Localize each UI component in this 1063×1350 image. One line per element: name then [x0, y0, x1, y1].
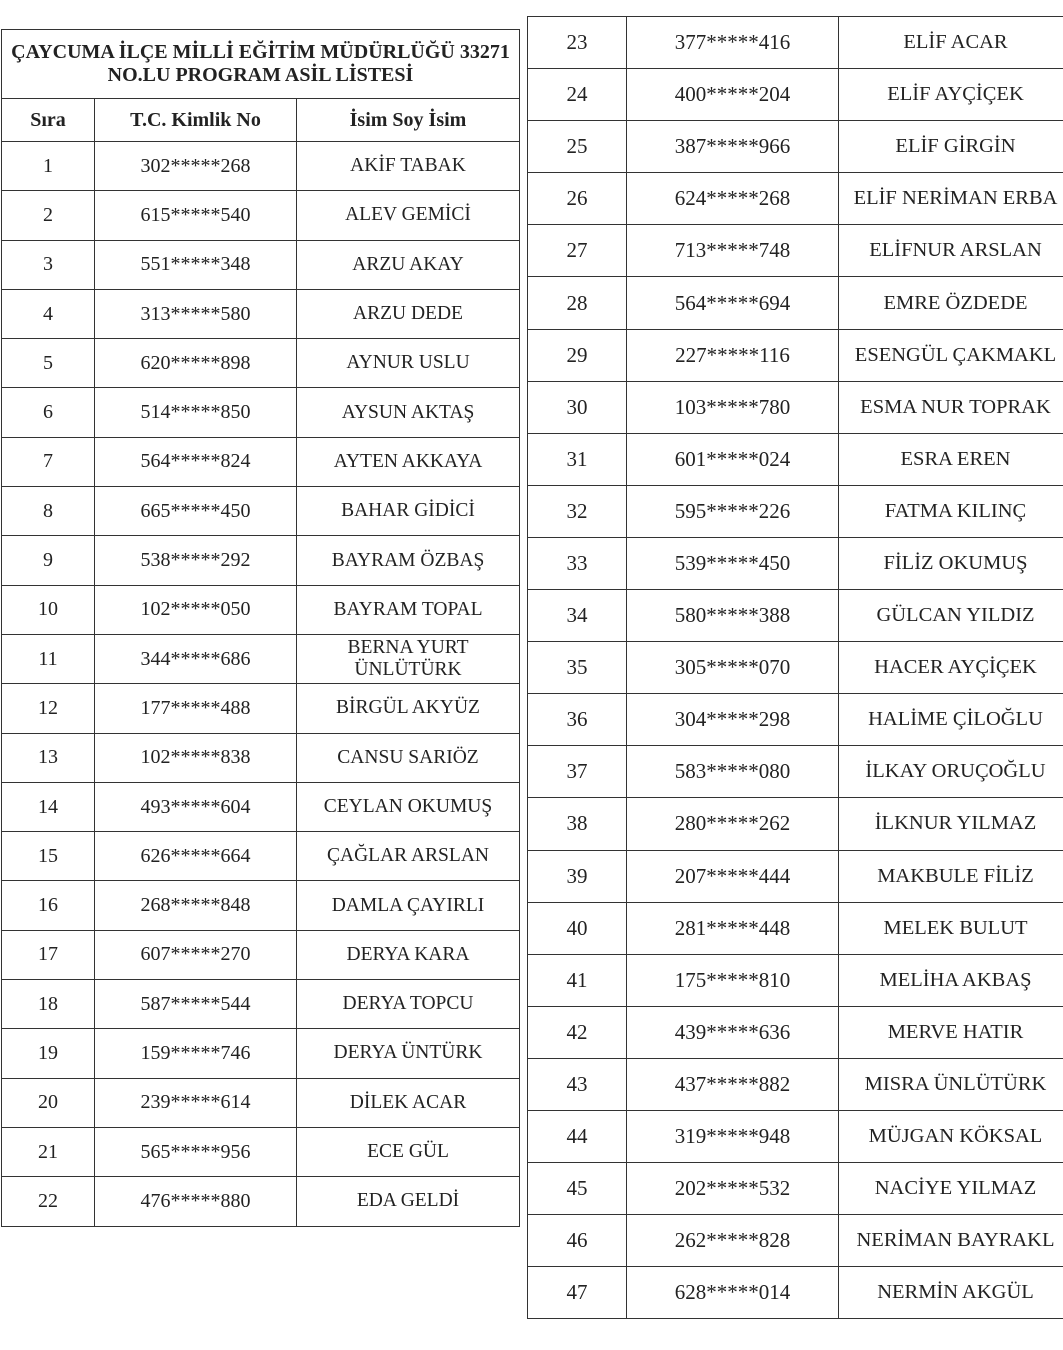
row-number: 39: [528, 850, 627, 902]
tc-kimlik-no: 587*****544: [95, 980, 297, 1029]
row-number: 13: [2, 733, 95, 782]
table-row: [2, 1029, 520, 1078]
tc-kimlik-no: 713*****748: [627, 225, 839, 277]
table-row: [528, 121, 1063, 173]
table-row: [528, 902, 1063, 954]
row-number: 5: [2, 339, 95, 388]
table-row: [2, 536, 520, 585]
name: GÜLCAN YILDIZ: [839, 590, 1063, 642]
row-number: 23: [528, 17, 627, 69]
row-number: 38: [528, 798, 627, 850]
tc-kimlik-no: 538*****292: [95, 536, 297, 585]
table-row: [2, 585, 520, 634]
row-number: 47: [528, 1267, 627, 1319]
row-number: 7: [2, 437, 95, 486]
row-number: 37: [528, 746, 627, 798]
table-row: [528, 954, 1063, 1006]
name: ARZU DEDE: [297, 289, 520, 338]
row-number: 30: [528, 381, 627, 433]
name: ELİF GİRGİN: [839, 121, 1063, 173]
row-number: 32: [528, 485, 627, 537]
name: HALİME ÇİLOĞLU: [839, 694, 1063, 746]
table-row: [528, 17, 1063, 69]
table-row: [528, 1163, 1063, 1215]
row-number: 12: [2, 684, 95, 733]
table-row: [2, 1177, 520, 1226]
table-row: [2, 437, 520, 486]
table-row: [2, 289, 520, 338]
name: CANSU SARIÖZ: [297, 733, 520, 782]
table-row: [528, 329, 1063, 381]
tc-kimlik-no: 564*****694: [627, 277, 839, 329]
header-tc-kimlik-no: T.C. Kimlik No: [95, 99, 297, 142]
table-row: [2, 733, 520, 782]
table-row: [528, 798, 1063, 850]
row-number: 8: [2, 487, 95, 536]
tc-kimlik-no: 239*****614: [95, 1078, 297, 1127]
tc-kimlik-no: 207*****444: [627, 850, 839, 902]
tc-kimlik-no: 377*****416: [627, 17, 839, 69]
row-number: 27: [528, 225, 627, 277]
tc-kimlik-no: 565*****956: [95, 1127, 297, 1176]
name: AYSUN AKTAŞ: [297, 388, 520, 437]
table-row: [528, 746, 1063, 798]
table-row: [2, 1078, 520, 1127]
tc-kimlik-no: 102*****050: [95, 585, 297, 634]
name: FİLİZ OKUMUŞ: [839, 537, 1063, 589]
table-row: [528, 850, 1063, 902]
tc-kimlik-no: 624*****268: [627, 173, 839, 225]
name: EMRE ÖZDEDE: [839, 277, 1063, 329]
row-number: 44: [528, 1110, 627, 1162]
name: BAYRAM TOPAL: [297, 585, 520, 634]
right-list-table: [527, 16, 1063, 1319]
tc-kimlik-no: 620*****898: [95, 339, 297, 388]
table-row: [2, 1127, 520, 1176]
row-number: 42: [528, 1006, 627, 1058]
name: MELEK BULUT: [839, 902, 1063, 954]
row-number: 24: [528, 69, 627, 121]
name: NERİMAN BAYRAKL: [839, 1215, 1063, 1267]
table-row: [2, 634, 520, 683]
name: NACİYE YILMAZ: [839, 1163, 1063, 1215]
left-list-table: [1, 29, 520, 1227]
name: EDA GELDİ: [297, 1177, 520, 1226]
table-row: [528, 69, 1063, 121]
table-row: [2, 388, 520, 437]
row-number: 18: [2, 980, 95, 1029]
name: ECE GÜL: [297, 1127, 520, 1176]
name: BAYRAM ÖZBAŞ: [297, 536, 520, 585]
name: MAKBULE FİLİZ: [839, 850, 1063, 902]
table-row: [2, 684, 520, 733]
name: MÜJGAN KÖKSAL: [839, 1110, 1063, 1162]
name: ESRA EREN: [839, 433, 1063, 485]
tc-kimlik-no: 665*****450: [95, 487, 297, 536]
name: ELİF NERİMAN ERBA: [839, 173, 1063, 225]
tc-kimlik-no: 102*****838: [95, 733, 297, 782]
row-number: 14: [2, 782, 95, 831]
row-number: 19: [2, 1029, 95, 1078]
name: DAMLA ÇAYIRLI: [297, 881, 520, 930]
table-row: [528, 433, 1063, 485]
row-number: 17: [2, 930, 95, 979]
name: MISRA ÜNLÜTÜRK: [839, 1058, 1063, 1110]
table-row: [2, 339, 520, 388]
row-number: 21: [2, 1127, 95, 1176]
row-number: 6: [2, 388, 95, 437]
name: NERMİN AKGÜL: [839, 1267, 1063, 1319]
table-row: [2, 240, 520, 289]
table-row: [528, 1215, 1063, 1267]
table-row: [528, 1058, 1063, 1110]
table-row: [2, 142, 520, 191]
row-number: 1: [2, 142, 95, 191]
name: BİRGÜL AKYÜZ: [297, 684, 520, 733]
tc-kimlik-no: 305*****070: [627, 642, 839, 694]
tc-kimlik-no: 302*****268: [95, 142, 297, 191]
table-row: [528, 173, 1063, 225]
tc-kimlik-no: 400*****204: [627, 69, 839, 121]
tc-kimlik-no: 476*****880: [95, 1177, 297, 1226]
tc-kimlik-no: 319*****948: [627, 1110, 839, 1162]
row-number: 2: [2, 191, 95, 240]
tc-kimlik-no: 551*****348: [95, 240, 297, 289]
tc-kimlik-no: 439*****636: [627, 1006, 839, 1058]
tc-kimlik-no: 262*****828: [627, 1215, 839, 1267]
tc-kimlik-no: 615*****540: [95, 191, 297, 240]
right-table-body: [528, 17, 1063, 1319]
name: BAHAR GİDİCİ: [297, 487, 520, 536]
row-number: 11: [2, 634, 95, 683]
name: ESENGÜL ÇAKMAKL: [839, 329, 1063, 381]
row-number: 25: [528, 121, 627, 173]
row-number: 33: [528, 537, 627, 589]
tc-kimlik-no: 626*****664: [95, 832, 297, 881]
tc-kimlik-no: 280*****262: [627, 798, 839, 850]
tc-kimlik-no: 493*****604: [95, 782, 297, 831]
row-number: 10: [2, 585, 95, 634]
tc-kimlik-no: 177*****488: [95, 684, 297, 733]
name: MERVE HATIR: [839, 1006, 1063, 1058]
name: İLKNUR YILMAZ: [839, 798, 1063, 850]
left-table-body: [2, 142, 520, 1227]
tc-kimlik-no: 202*****532: [627, 1163, 839, 1215]
name: ÇAĞLAR ARSLAN: [297, 832, 520, 881]
row-number: 3: [2, 240, 95, 289]
table-row: [528, 381, 1063, 433]
tc-kimlik-no: 601*****024: [627, 433, 839, 485]
tc-kimlik-no: 564*****824: [95, 437, 297, 486]
table-row: [528, 225, 1063, 277]
tc-kimlik-no: 304*****298: [627, 694, 839, 746]
tc-kimlik-no: 227*****116: [627, 329, 839, 381]
name: DERYA KARA: [297, 930, 520, 979]
name: BERNA YURT ÜNLÜTÜRK: [297, 634, 520, 683]
row-number: 9: [2, 536, 95, 585]
table-row: [528, 1267, 1063, 1319]
row-number: 31: [528, 433, 627, 485]
tc-kimlik-no: 281*****448: [627, 902, 839, 954]
row-number: 45: [528, 1163, 627, 1215]
row-number: 28: [528, 277, 627, 329]
table-row: [528, 485, 1063, 537]
row-number: 40: [528, 902, 627, 954]
row-number: 22: [2, 1177, 95, 1226]
name: AYTEN AKKAYA: [297, 437, 520, 486]
name: ARZU AKAY: [297, 240, 520, 289]
table-row: [528, 1110, 1063, 1162]
table-row: [2, 930, 520, 979]
name: İLKAY ORUÇOĞLU: [839, 746, 1063, 798]
header-isim-soy-isim: İsim Soy İsim: [297, 99, 520, 142]
tc-kimlik-no: 595*****226: [627, 485, 839, 537]
tc-kimlik-no: 628*****014: [627, 1267, 839, 1319]
name: CEYLAN OKUMUŞ: [297, 782, 520, 831]
tc-kimlik-no: 313*****580: [95, 289, 297, 338]
tc-kimlik-no: 607*****270: [95, 930, 297, 979]
table-row: [2, 782, 520, 831]
table-row: [528, 277, 1063, 329]
tc-kimlik-no: 159*****746: [95, 1029, 297, 1078]
row-number: 43: [528, 1058, 627, 1110]
tc-kimlik-no: 103*****780: [627, 381, 839, 433]
row-number: 34: [528, 590, 627, 642]
tc-kimlik-no: 344*****686: [95, 634, 297, 683]
table-row: [2, 881, 520, 930]
row-number: 29: [528, 329, 627, 381]
tc-kimlik-no: 514*****850: [95, 388, 297, 437]
tc-kimlik-no: 387*****966: [627, 121, 839, 173]
tc-kimlik-no: 583*****080: [627, 746, 839, 798]
tc-kimlik-no: 268*****848: [95, 881, 297, 930]
tc-kimlik-no: 580*****388: [627, 590, 839, 642]
table-row: [528, 590, 1063, 642]
header-sira: Sıra: [2, 99, 95, 142]
tc-kimlik-no: 437*****882: [627, 1058, 839, 1110]
row-number: 16: [2, 881, 95, 930]
table-row: [2, 980, 520, 1029]
document-title: ÇAYCUMA İLÇE MİLLİ EĞİTİM MÜDÜRLÜĞÜ 33271 NO.LU PROGRAM ASİL LİSTESİ: [2, 30, 520, 99]
name: ELİFNUR ARSLAN: [839, 225, 1063, 277]
table-row: [528, 1006, 1063, 1058]
table-row: [2, 191, 520, 240]
name: MELİHA AKBAŞ: [839, 954, 1063, 1006]
row-number: 20: [2, 1078, 95, 1127]
name: ESMA NUR TOPRAK: [839, 381, 1063, 433]
name: DERYA TOPCU: [297, 980, 520, 1029]
tc-kimlik-no: 539*****450: [627, 537, 839, 589]
table-row: [528, 642, 1063, 694]
name: DERYA ÜNTÜRK: [297, 1029, 520, 1078]
name: AYNUR USLU: [297, 339, 520, 388]
table-row: [2, 487, 520, 536]
table-row: [528, 537, 1063, 589]
row-number: 46: [528, 1215, 627, 1267]
name: FATMA KILINÇ: [839, 485, 1063, 537]
name: ALEV GEMİCİ: [297, 191, 520, 240]
row-number: 4: [2, 289, 95, 338]
name: ELİF ACAR: [839, 17, 1063, 69]
table-row: [528, 694, 1063, 746]
name: HACER AYÇİÇEK: [839, 642, 1063, 694]
tc-kimlik-no: 175*****810: [627, 954, 839, 1006]
row-number: 26: [528, 173, 627, 225]
name: DİLEK ACAR: [297, 1078, 520, 1127]
row-number: 35: [528, 642, 627, 694]
row-number: 15: [2, 832, 95, 881]
table-row: [2, 832, 520, 881]
name: AKİF TABAK: [297, 142, 520, 191]
name: ELİF AYÇİÇEK: [839, 69, 1063, 121]
row-number: 36: [528, 694, 627, 746]
row-number: 41: [528, 954, 627, 1006]
